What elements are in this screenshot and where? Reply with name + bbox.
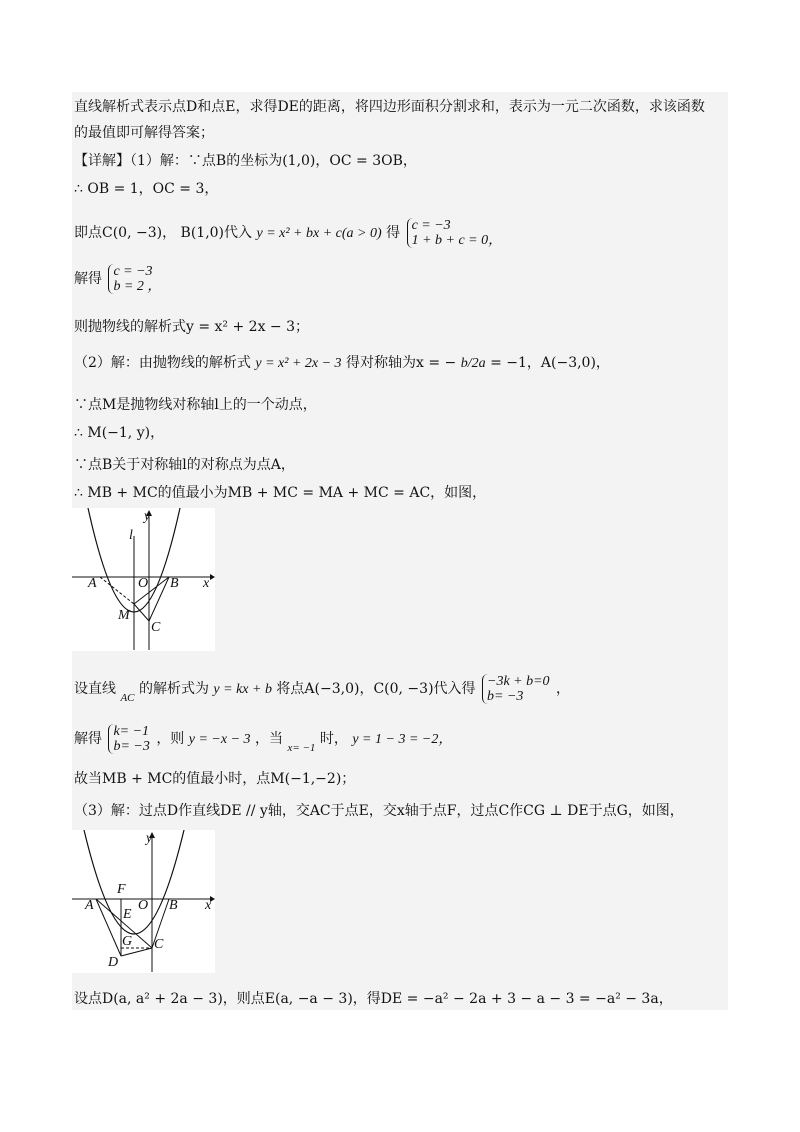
label-x: x <box>203 576 210 591</box>
label-y-2: y <box>146 831 153 846</box>
label-b-2: B <box>169 898 178 913</box>
segment-bc <box>149 577 169 621</box>
solution-system-1 <box>108 264 161 294</box>
text-line-de-length: 设点D(a, a² + 2a − 3)，则点E(a, −a − 3)，得DE = −a² − 2a + 3 − a − 3 = −a² − 3a， <box>74 991 673 1007</box>
text-line-symmetric: ∵点B关于对称轴l的对称点为点A， <box>74 457 295 473</box>
axis-text: 得对称轴为x = − <box>346 355 457 371</box>
segment-mc <box>134 604 149 621</box>
equation-system-1 <box>407 218 503 248</box>
eq-b: b= −3 <box>487 689 524 704</box>
x-axis-arrow-icon <box>210 574 215 580</box>
sol-c: c = −3 <box>113 264 153 279</box>
when-text: ，当 <box>255 731 283 747</box>
label-f: F <box>117 882 126 897</box>
ac-label: AC <box>120 692 135 704</box>
eq-k-b: −3k + b=0 <box>487 674 550 689</box>
figure-2 <box>72 830 215 973</box>
label-g: G <box>122 934 133 949</box>
parabola-equation-line: 则抛物线的解析式y = x² + 2x − 3； <box>74 319 310 335</box>
then-text: ，则 <box>156 731 185 747</box>
solve-text: 解得 <box>74 271 102 287</box>
eq-c: c = −3 <box>411 218 451 233</box>
solution-line-2 <box>74 724 452 754</box>
text-line-ob-oc: ∴ OB = 1，OC = 3， <box>74 181 219 197</box>
axis-value: = −1，A(−3,0)， <box>490 355 610 371</box>
y-value: y = 1 − 3 = −2， <box>352 732 453 747</box>
label-o-2: O <box>138 898 149 913</box>
substitution-line <box>74 218 504 248</box>
point-b-text: B(1,0)代入 <box>180 225 253 241</box>
label-o: O <box>138 576 149 591</box>
text-line-m-coord: ∴ M(−1, y)， <box>74 425 165 441</box>
comma: ， <box>556 681 571 697</box>
x-value: x= −1 <box>287 742 316 754</box>
sol-b-2: b= −3 <box>113 739 150 754</box>
substitute-text: 将点A(−3,0)，C(0, −3)代入得 <box>276 681 476 697</box>
detail-part1-line: 【详解】（1）解：∵点B的坐标为(1,0)，OC = 3OB， <box>74 153 417 169</box>
formula-is-text: 的解析式为 <box>138 681 209 697</box>
segment-dc <box>121 948 152 956</box>
line-ac-equation: y = −x − 3 <box>188 732 251 747</box>
solution-system-2 <box>108 724 149 754</box>
part2-line <box>74 354 610 373</box>
label-c: C <box>151 620 161 635</box>
axis-fraction: b/2a <box>460 356 486 371</box>
sol-b: b = 2 ， <box>113 279 162 294</box>
label-e: E <box>123 907 132 922</box>
part3-line: （3）解：过点D作直线DE // y轴，交AC于点E，交x轴于点F，过点C作CG ⊥ DE于点G，如图， <box>74 803 684 819</box>
eq-b-c: 1 + b + c = 0， <box>411 233 503 248</box>
part2-intro: （2）解：由抛物线的解析式 <box>74 355 251 371</box>
label-a: A <box>88 576 97 591</box>
text-line-1: 直线解析式表示点D和点E，求得DE的距离，将四边形面积分割求和，表示为一元二次函数，求该函数 <box>74 99 705 115</box>
label-c-2: C <box>154 937 164 952</box>
label-l: l <box>129 528 133 543</box>
point-c-text: 即点C(0, −3)， <box>74 225 177 241</box>
set-line-text: 设直线 <box>74 681 116 697</box>
label-a-2: A <box>85 898 94 913</box>
parabola-general-formula: y = x² + bx + c(a > 0) <box>256 226 382 241</box>
get-text: 得 <box>386 225 401 241</box>
label-b: B <box>170 576 179 591</box>
text-line-min-value: ∴ MB + MC的值最小为MB + MC = MA + MC = AC，如图， <box>74 485 487 501</box>
label-m: M <box>118 608 130 623</box>
label-d: D <box>108 955 119 970</box>
equation-system-2 <box>482 674 550 704</box>
line-ac-setup <box>74 674 570 704</box>
sol-k: k= −1 <box>113 724 150 739</box>
parabola-curve-2 <box>84 830 184 934</box>
segment-ma <box>100 577 134 604</box>
solve-text-2: 解得 <box>74 731 102 747</box>
label-y: y <box>144 509 151 524</box>
text-line-2: 的最值即可解得答案； <box>74 125 214 141</box>
parabola-formula: y = x² + 2x − 3 <box>255 356 342 371</box>
text-line-m-moving: ∵点M是抛物线对称轴l上的一个动点， <box>74 397 317 413</box>
label-x-2: x <box>205 898 212 913</box>
solution-line-1 <box>74 264 163 294</box>
time-text: 时， <box>319 731 348 747</box>
text-line-m-result: 故当MB + MC的值最小时，点M(−1,−2)； <box>74 771 356 787</box>
figure-1 <box>72 508 215 651</box>
linear-formula: y = kx + b <box>213 682 272 697</box>
